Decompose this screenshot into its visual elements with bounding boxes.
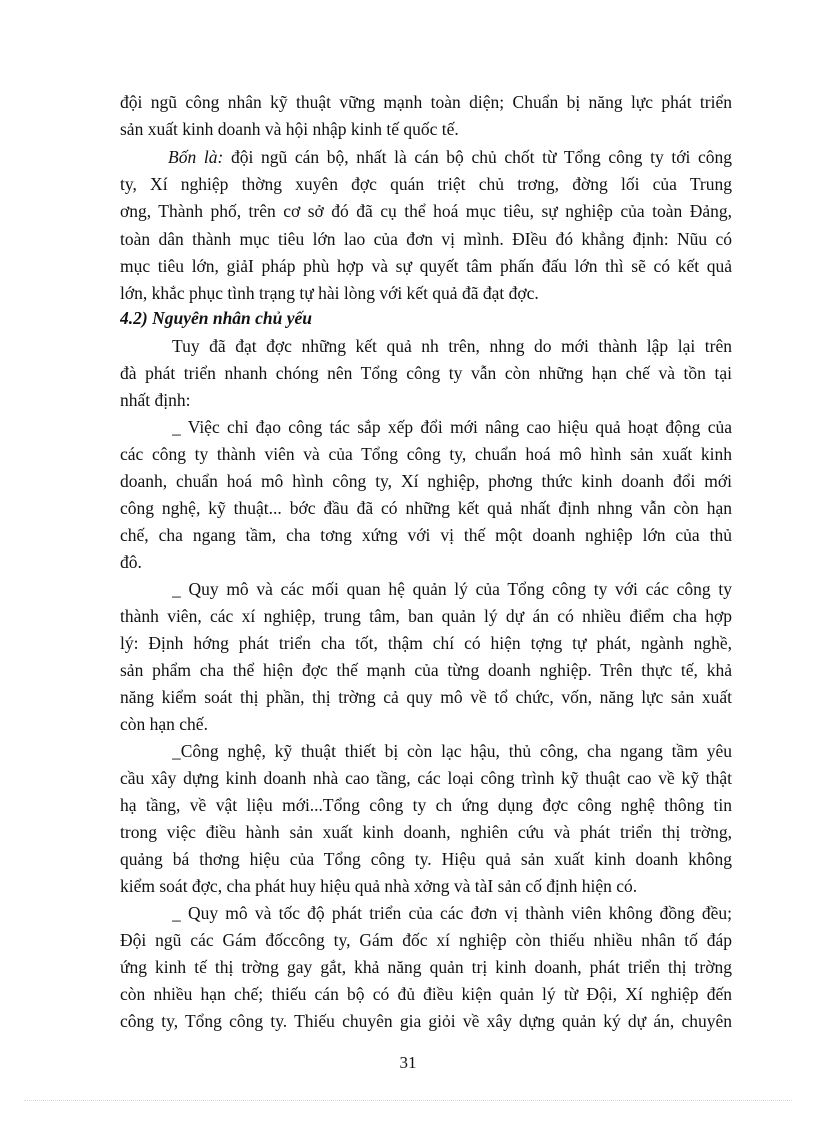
text-line: đội ngũ cán bộ, nhất là cán bộ chủ chốt từ Tổng công ty tới công [230, 147, 732, 167]
text-line: doanh, chuẩn hoá mô hình công ty, Xí nghiệp, phơng thức kinh doanh đổi mới [120, 471, 732, 491]
text-line: còn nhiều hạn chế; thiếu cán bộ có đủ điều kiện quản lý từ Đội, Xí nghiệp đến [120, 984, 732, 1004]
text-line: đội ngũ công nhân kỹ thuật vững mạnh toàn diện; Chuẩn bị năng lực phát triển [120, 92, 732, 112]
text-line: toàn dân thành mục tiêu lớn lao của đơn vị mình. ĐIều đó khẳng định: Nũu có [120, 229, 732, 249]
text-line: công nghệ, kỹ thuật... bớc đầu đã có những kết quả nhất định nhng vẫn còn hạn [120, 498, 732, 518]
text-line: mục tiêu lớn, giảI pháp phù hợp và sự quyết tâm phấn đấu lớn thì sẽ có kết quả [120, 256, 732, 276]
text-line: đà phát triển nhanh chóng nên Tổng công ty vẫn còn những hạn chế và tồn tại [120, 363, 732, 383]
page-number: 31 [399, 1053, 417, 1072]
text-line: lớn, khắc phục tình trạng tự hài lòng với kết quả đã đạt đợc. [120, 283, 539, 303]
text-line: lý: Định hớng phát triển cha tốt, thậm chí có hiện tợng tự phát, ngành nghề, [120, 633, 732, 653]
text-line: công ty, Tổng công ty. Thiếu chuyên gia giỏi về xây dựng quản ký dự án, chuyên [120, 1011, 732, 1031]
text-line: _ Quy mô và tốc độ phát triển của các đơn vị thành viên không đồng đều; [172, 903, 732, 923]
text-line: Tuy đã đạt đợc những kết quả nh trên, nhng do mới thành lập lại trên [172, 336, 732, 356]
text-line: nhất định: [120, 390, 191, 410]
text-line: hạ tầng, về vật liệu mới...Tổng công ty ch ứng dụng đợc công nghệ thông tin [120, 795, 732, 815]
text-line: ứng kinh tế thị trờng gay gắt, khả năng quản trị kinh doanh, phát triển thị trờng [120, 957, 732, 977]
text-line: năng kiểm soát thị phần, thị trờng cả quy mô về tổ chức, vốn, năng lực sản xuất [120, 687, 732, 707]
text-line: còn hạn chế. [120, 714, 208, 734]
text-line: ty, Xí nghiệp thờng xuyên đợc quán triệt chủ trơng, đờng lối của Trung [120, 174, 732, 194]
text-line: đô. [120, 552, 142, 572]
section-heading: 4.2) Nguyên nhân chủ yếu [120, 308, 313, 328]
text-line: trong việc điều hành sản xuất kinh doanh, nghiên cứu và phát triển thị trờng, [120, 822, 732, 842]
text-line: quảng bá thơng hiệu của Tổng công ty. Hiệu quả sản xuất kinh doanh không [120, 849, 732, 869]
text-line: sản phẩm cha thể hiện đợc thế mạnh của từng doanh nghiệp. Trên thực tế, khả [120, 660, 732, 680]
text-line: _Công nghệ, kỹ thuật thiết bị còn lạc hậu, thủ công, cha ngang tầm yêu [172, 741, 732, 761]
text-line: thành viên, các xí nghiệp, trung tâm, ban quản lý dự án có nhiều điểm cha hợp [120, 606, 732, 626]
page-bottom-divider [24, 1100, 792, 1101]
text-line: _ Quy mô và các mối quan hệ quản lý của Tổng công ty với các công ty [172, 579, 732, 599]
paragraph-first-line [168, 146, 732, 168]
lead-in-phrase: Bốn là: [168, 147, 224, 167]
text-line: kiểm soát đợc, cha phát huy hiệu quả nhà xởng và tàI sản cố định hiện có. [120, 876, 638, 896]
text-line: _ Việc chỉ đạo công tác sắp xếp đổi mới nâng cao hiệu quả hoạt động của [172, 417, 732, 437]
text-line: các công ty thành viên và của Tổng công ty, chuẩn hoá mô hình sản xuất kinh [120, 444, 732, 464]
text-line: Đội ngũ các Gám đốccông ty, Gám đốc xí nghiệp còn thiếu nhiều nhân tố đáp [120, 930, 732, 950]
text-line: cầu xây dựng kinh doanh nhà cao tầng, các loại công trình kỹ thuật cao về kỹ thật [120, 768, 732, 788]
text-line: sản xuất kinh doanh và hội nhập kinh tế quốc tế. [120, 119, 459, 139]
text-line: chế, cha ngang tầm, cha tơng xứng với vị thế một doanh nghiệp lớn của thủ [120, 525, 732, 545]
text-line: ơng, Thành phố, trên cơ sở đó đã cụ thể hoá mục tiêu, sự nghiệp của toàn Đảng, [120, 201, 732, 221]
